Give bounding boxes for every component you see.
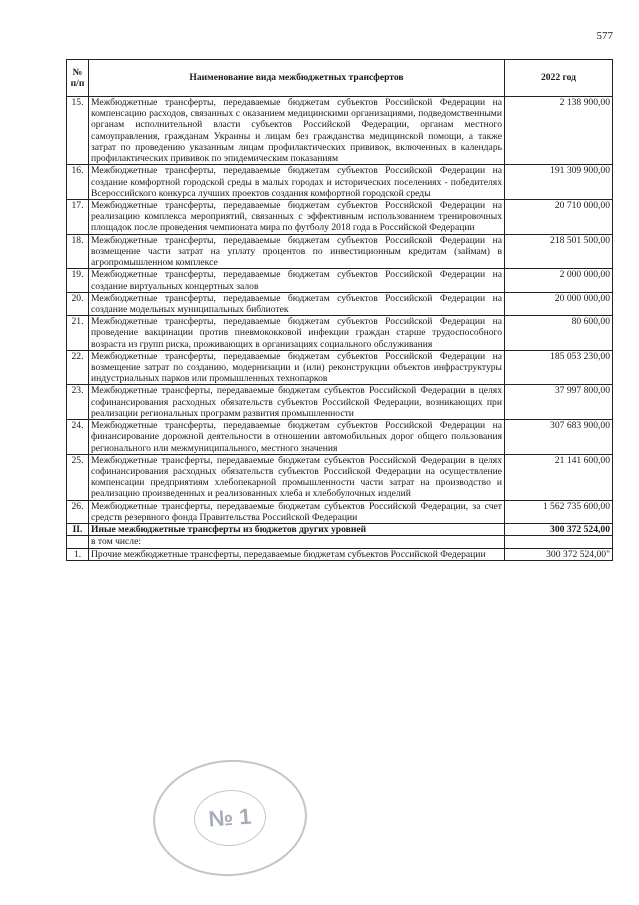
row-amount: 80 600,00 [505,316,613,351]
table-row [67,269,613,292]
section-name: Иные межбюджетные трансферты из бюджетов других уровней [89,524,505,536]
header-name: Наименование вида межбюджетных трансфертов [89,60,505,97]
row-number: 25. [67,454,89,500]
row-number: 16. [67,165,89,200]
seal-number: № 1 [192,788,268,849]
row-number: 1. [67,548,89,560]
row-number: 20. [67,292,89,315]
row-number: 24. [67,420,89,455]
row-amount: 2 000 000,00 [505,269,613,292]
row-number: 21. [67,316,89,351]
including-label: в том числе: [89,536,505,548]
row-amount: 2 138 900,00 [505,97,613,165]
table-row [67,199,613,234]
row-name: Межбюджетные трансферты, передаваемые бюджетам субъектов Российской Федерации на финансирование дорожной деятельности в отношении автомобильных дорог общего пользования регионального или межмуниципального, местного значения [89,420,505,455]
section-number: II. [67,524,89,536]
table-row [67,500,613,523]
table-row [67,292,613,315]
section-amount: 300 372 524,00 [505,524,613,536]
row-number: 15. [67,97,89,165]
table-row [67,385,613,420]
row-name: Межбюджетные трансферты, передаваемые бюджетам субъектов Российской Федерации на компенсацию расходов, связанных с оказанием медицинскими организациями, подведомственными органам исполнительной власти субъектов Российской Федерации, органам местного самоуправления, гражданам Украины и лицам без гражданства медицинской помощи, а также затрат по проведению указанным лицам профилактических прививок, включенных в календарь профилактических прививок по эпидемическим показаниям [89,97,505,165]
header-num: № п/п [67,60,89,97]
table-header-row [67,60,613,97]
row-amount: 20 710 000,00 [505,199,613,234]
row-amount: 300 372 524,00" [505,548,613,560]
table-row [67,548,613,560]
row-name: Межбюджетные трансферты, передаваемые бюджетам субъектов Российской Федерации в целях софинансирования расходных обязательств субъектов Российской Федерации, возникающих при реализации региональных программ развития промышленности [89,385,505,420]
row-amount: 20 000 000,00 [505,292,613,315]
table-row [67,350,613,385]
table-row [67,420,613,455]
including-row [67,536,613,548]
row-number: 18. [67,234,89,269]
row-name: Межбюджетные трансферты, передаваемые бюджетам субъектов Российской Федерации на проведение вакцинации против пневмококковой инфекции граждан старше трудоспособного возраста из групп риска, проживающих в организациях социального обслуживания [89,316,505,351]
table-row [67,234,613,269]
row-name: Межбюджетные трансферты, передаваемые бюджетам субъектов Российской Федерации на возмещение затрат по созданию, модернизации и (или) реконструкции объектов инфраструктуры индустриальных парков или промышленных технопарков [89,350,505,385]
header-year: 2022 год [505,60,613,97]
table-row [67,454,613,500]
row-number: 26. [67,500,89,523]
row-name: Межбюджетные трансферты, передаваемые бюджетам субъектов Российской Федерации в целях софинансирования расходных обязательств субъектов Российской Федерации на осуществление компенсации предприятиям хлебопекарной промышленности части затрат на производство и реализацию произведенных и реализованных хлеба и хлебобулочных изделий [89,454,505,500]
page-number: 577 [596,30,613,42]
row-amount: 218 501 500,00 [505,234,613,269]
transfers-table [66,59,613,561]
row-amount: 21 141 600,00 [505,454,613,500]
row-amount: 185 053 230,00 [505,350,613,385]
row-number: 22. [67,350,89,385]
row-amount: 37 997 800,00 [505,385,613,420]
official-seal [149,755,311,881]
row-amount: 307 683 900,00 [505,420,613,455]
section-ii-row [67,524,613,536]
row-number: 17. [67,199,89,234]
row-name: Межбюджетные трансферты, передаваемые бюджетам субъектов Российской Федерации, за счет средств резервного фонда Правительства Российской Федерации [89,500,505,523]
row-name: Межбюджетные трансферты, передаваемые бюджетам субъектов Российской Федерации на возмещение части затрат на уплату процентов по инвестиционным кредитам (займам) в агропромышленном комплексе [89,234,505,269]
row-name: Межбюджетные трансферты, передаваемые бюджетам субъектов Российской Федерации на создание комфортной городской среды в малых городах и исторических поселениях - победителях Всероссийского конкурса лучших проектов создания комфортной городской среды [89,165,505,200]
row-name: Прочие межбюджетные трансферты, передаваемые бюджетам субъектов Российской Федерации [89,548,505,560]
row-amount: 191 309 900,00 [505,165,613,200]
row-name: Межбюджетные трансферты, передаваемые бюджетам субъектов Российской Федерации на создание модельных муниципальных библиотек [89,292,505,315]
row-number: 23. [67,385,89,420]
table-row [67,165,613,200]
table-row [67,97,613,165]
row-name: Межбюджетные трансферты, передаваемые бюджетам субъектов Российской Федерации на создание виртуальных концертных залов [89,269,505,292]
row-number: 19. [67,269,89,292]
table-row [67,316,613,351]
row-amount: 1 562 735 600,00 [505,500,613,523]
row-name: Межбюджетные трансферты, передаваемые бюджетам субъектов Российской Федерации на реализацию комплекса мероприятий, связанных с эффективным использованием тренировочных площадок после проведения чемпионата мира по футболу 2018 года в Российской Федерации [89,199,505,234]
